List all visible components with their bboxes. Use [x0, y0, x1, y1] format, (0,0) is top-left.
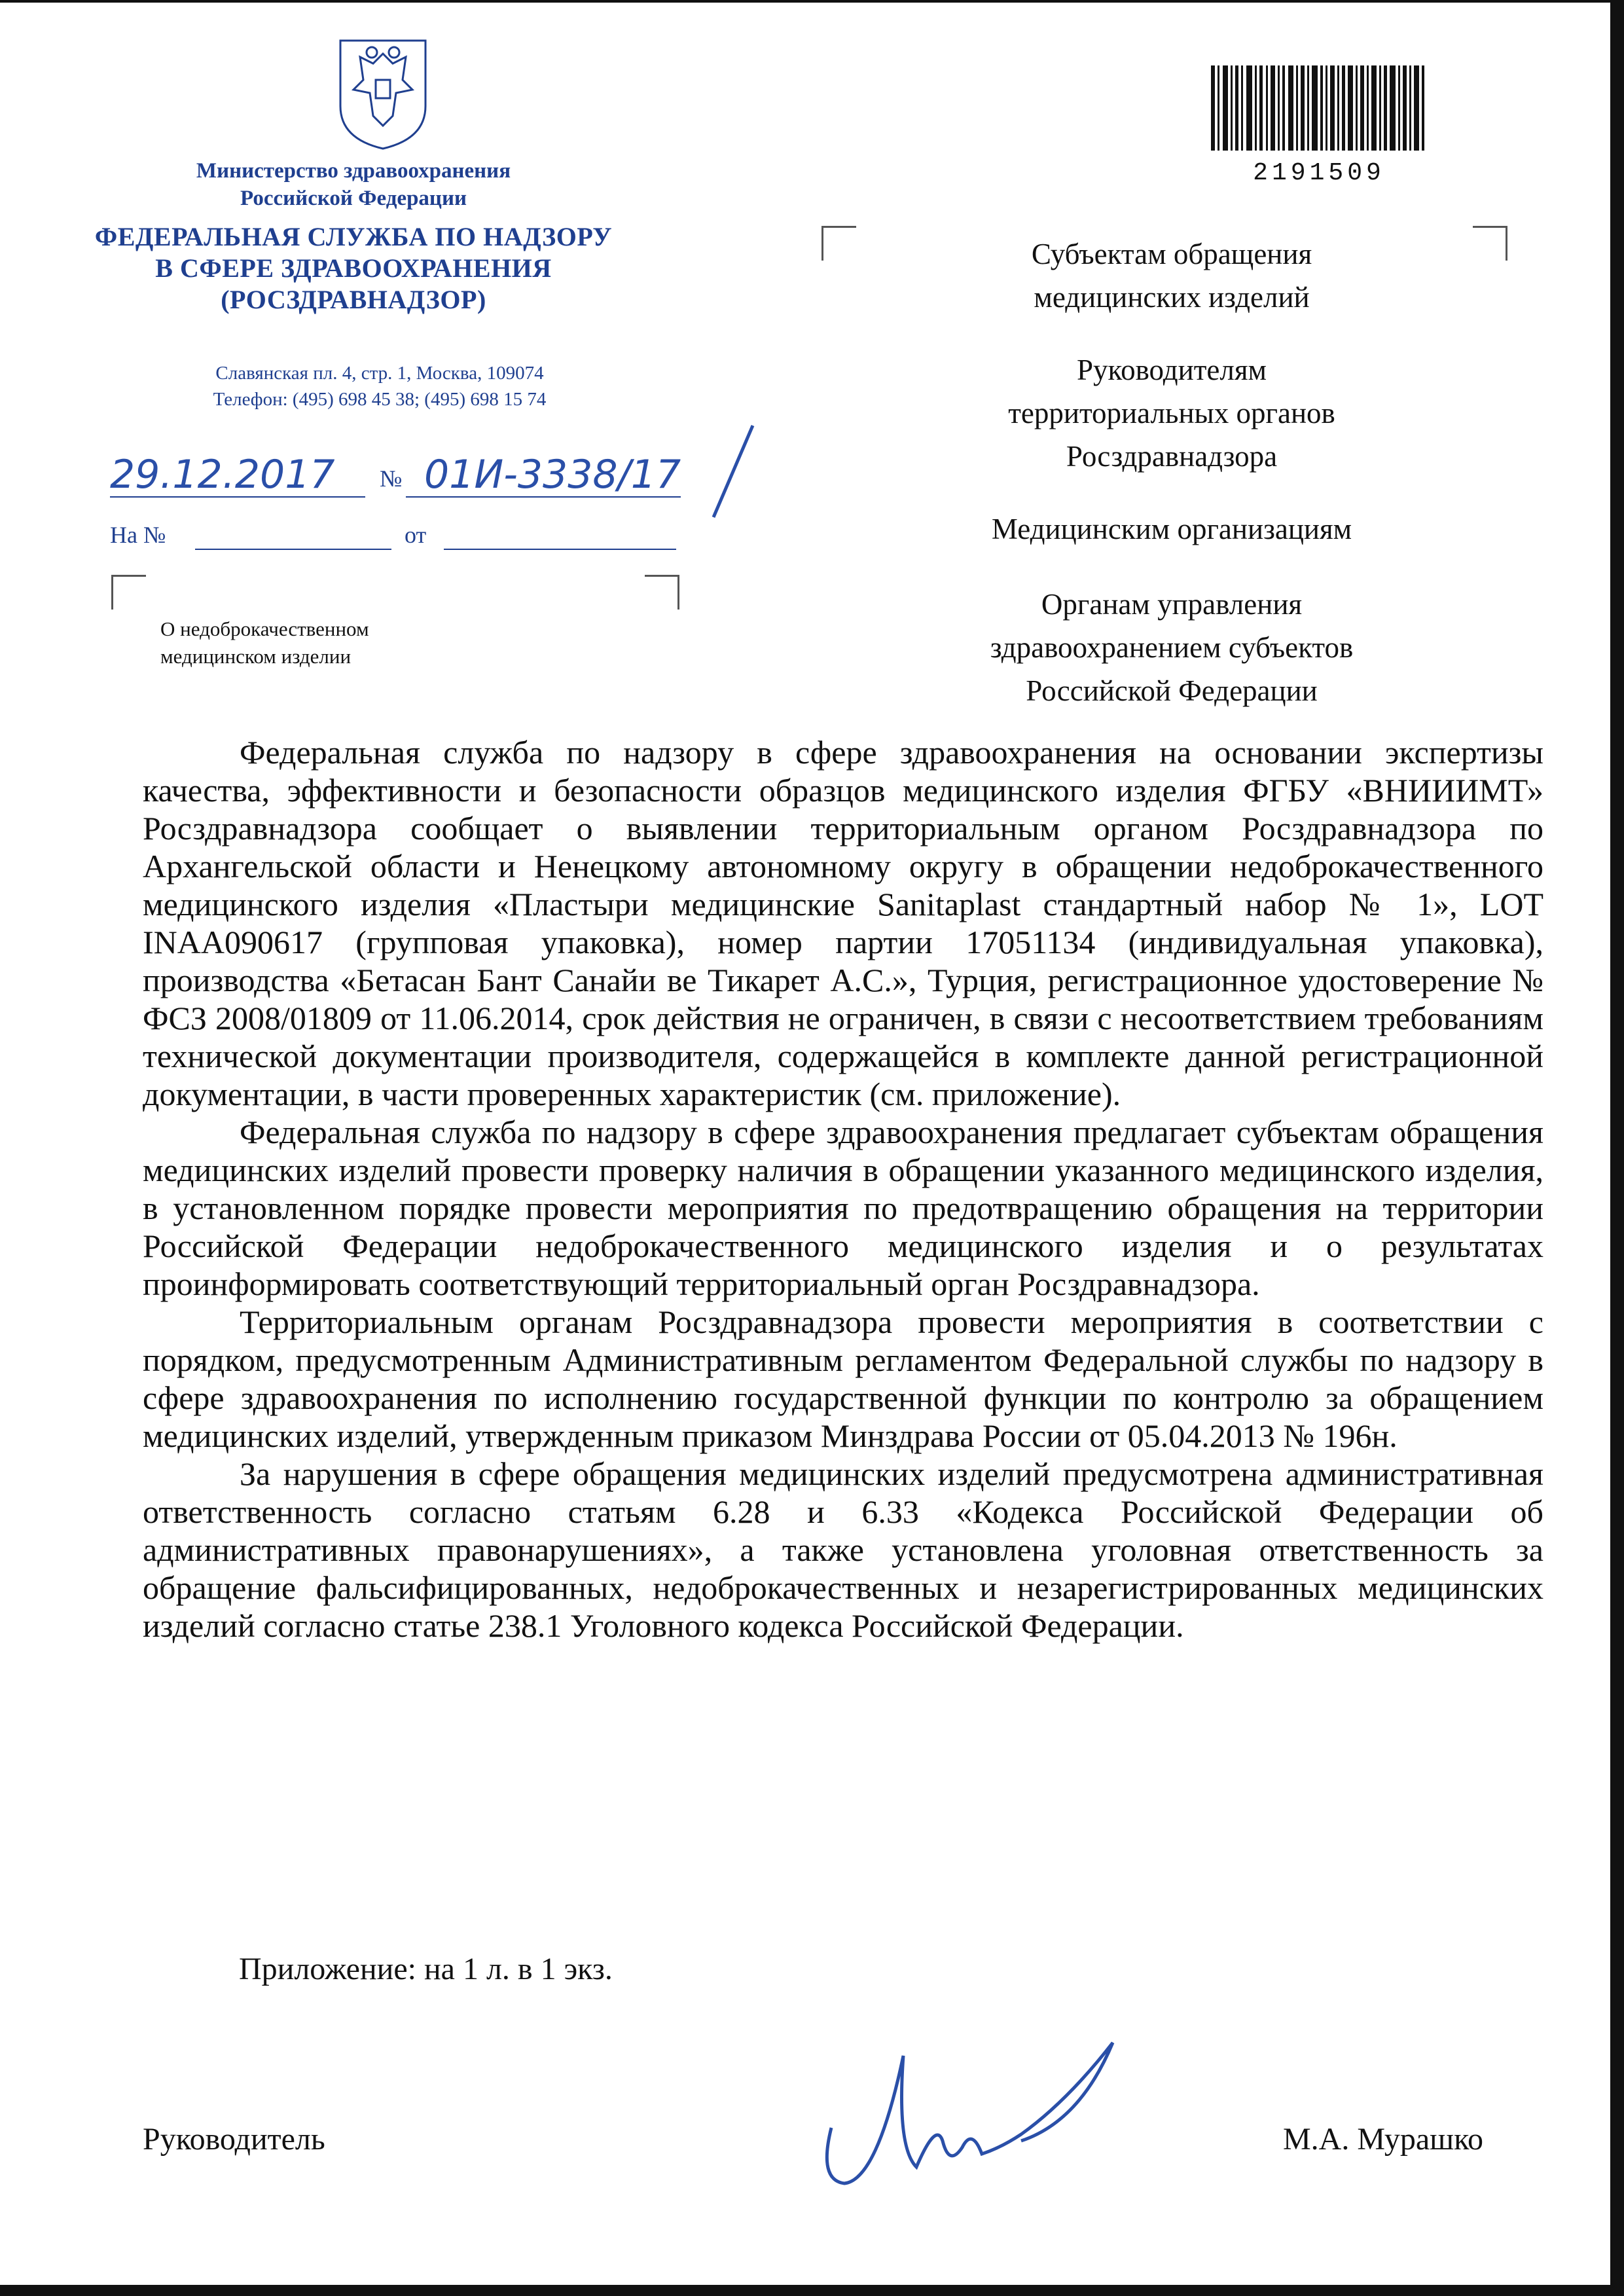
subject-corner-top-right [645, 575, 679, 610]
body-paragraph-2: Федеральная служба по надзору в сфере здравоохранения предлагает субъектам обращения медицинских изделий провести проверку наличия в обращении указанного медицинского изделия, в установленном порядке провести мероприятия по предотвращению обращения на территории Российской Федерации недоброкачественного медицинского изделия и о результатах проинформировать соответствующий территориальный орган Росздравнадзора. [143, 1114, 1543, 1302]
subject [160, 615, 369, 670]
ref-from-label: от [405, 522, 427, 548]
body-paragraph-1: Федеральная служба по надзору в сфере здравоохранения на основании экспертизы качества, эффективности и безопасности образцов медицинского изделия ФГБУ «ВНИИИМТ» Росздравнадзора сообщает о выявлении территориальным органом Росздравнадзора по Архангельской области и Ненецкому автономному округу в обращении недоброкачественного медицинского изделия «Пластыри медицинские Sanitaplast стандартный набор № 1», LOT INAA090617 (групповая упаковка), номер партии 17051134 (индивидуальная упаковка), производства «Бетасан Бант Санайи ве Тикарет А.С.», Турция, регистрационное удостоверение № ФСЗ 2008/01809 от 11.06.2014, срок действия не ограничен, в связи с несоответствием требованиям технической документации производителя, содержащейся в комплекте данной регистрационной документации, в части проверенных характеристик (см. приложение). [143, 734, 1543, 1112]
signatory-name: М.А. Мурашко [1283, 2122, 1483, 2157]
registration-date: 29.12.2017 [110, 452, 335, 498]
scan-border-top [0, 0, 1624, 3]
signatory-position: Руководитель [143, 2122, 325, 2157]
ministry-line-1: Министерство здравоохранения [196, 159, 511, 183]
service-line-2: В СФЕРЕ ЗДРАВООХРАНЕНИЯ [155, 253, 552, 283]
scan-border-right [1610, 0, 1624, 2296]
service-line-3: (РОСЗДРАВНАДЗОР) [221, 285, 486, 314]
recipient-4-line-3: Российской Федерации [1026, 674, 1318, 707]
letter-body [143, 733, 1543, 1645]
recipient-2-line-3: Росздравнадзора [1066, 440, 1278, 473]
subject-line-1: О недоброкачественном [160, 617, 369, 640]
ref-number-label: На № [110, 522, 166, 548]
service-line-1: ФЕДЕРАЛЬНАЯ СЛУЖБА ПО НАДЗОРУ [94, 222, 613, 251]
attachment-note: Приложение: на 1 л. в 1 экз. [239, 1952, 613, 1986]
barcode-number: 2191509 [1253, 159, 1385, 187]
ministry-line-2: Российской Федерации [240, 187, 467, 210]
barcode-block [1198, 59, 1447, 190]
phone: Телефон: (495) 698 45 38; (495) 698 15 74 [213, 389, 547, 410]
recipient-3-line-1: Медицинским организациям [991, 513, 1352, 545]
subject-line-2: медицинском изделии [160, 645, 352, 668]
body-paragraph-3: Территориальным органам Росздравнадзора провести мероприятия в соответствии с порядком, предусмотренным Административным регламентом Федеральной службы по надзору в сфере здравоохранения по исполнению государственной функции по контролю за обращением медицинских изделий, утвержденным приказом Минздрава России от 05.04.2013 № 196н. [143, 1303, 1543, 1454]
recipient-4 [916, 583, 1427, 712]
handwritten-signature-icon [805, 2016, 1146, 2193]
scan-border-bottom [0, 2285, 1624, 2296]
ref-number-underline [195, 549, 391, 550]
recipient-1-line-2: медицинских изделий [1034, 281, 1310, 314]
recipient-1 [916, 232, 1427, 319]
recipient-2-line-1: Руководителям [1077, 354, 1267, 386]
registration-number: 01И-3338/17 [424, 452, 681, 498]
addressee-corner-top-left [821, 226, 856, 261]
recipient-3 [916, 507, 1427, 551]
ref-from-underline [444, 549, 676, 550]
recipient-4-line-1: Органам управления [1041, 588, 1303, 621]
addressee-corner-top-right [1473, 226, 1507, 261]
handwritten-slash-icon [700, 419, 759, 524]
letterhead-ministry [105, 157, 602, 212]
address: Славянская пл. 4, стр. 1, Москва, 109074 [215, 363, 544, 384]
letterhead-service [85, 221, 622, 316]
date-underline [110, 496, 365, 498]
number-underline [406, 496, 681, 498]
subject-corner-top-left [111, 575, 146, 610]
recipient-2-line-2: территориальных органов [1008, 397, 1335, 429]
recipient-2 [916, 348, 1427, 478]
barcode-icon [1198, 59, 1440, 157]
number-sign: № [380, 465, 403, 492]
recipient-1-line-1: Субъектам обращения [1031, 238, 1312, 270]
body-paragraph-4: За нарушения в сфере обращения медицинских изделий предусмотрена административная ответственность согласно статьям 6.28 и 6.33 «Кодекса Российской Федерации об административных правонарушениях», а также установлена уголовная ответственность за обращение фальсифицированных, недоброкачественных и незарегистрированных медицинских изделий согласно статье 238.1 Уголовного кодекса Российской Федерации. [143, 1455, 1543, 1644]
coat-of-arms-icon [334, 27, 432, 152]
recipient-4-line-2: здравоохранением субъектов [990, 631, 1354, 664]
letterhead-contacts [118, 360, 641, 412]
